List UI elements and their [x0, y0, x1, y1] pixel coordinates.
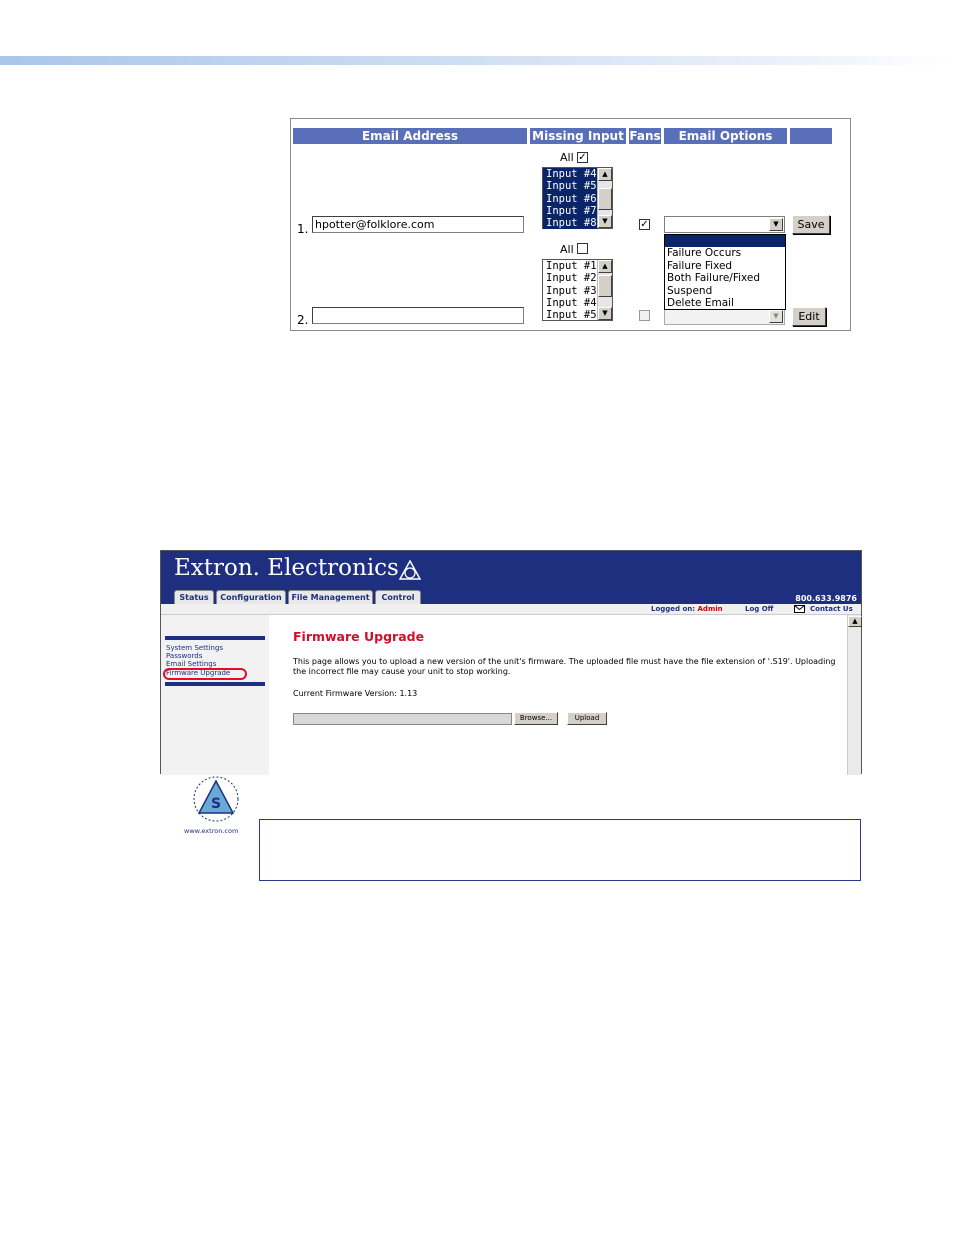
- extron-logo-icon: [398, 559, 422, 583]
- file-path-input[interactable]: [293, 713, 512, 725]
- note-box: [259, 819, 861, 881]
- list-item[interactable]: Input #5: [546, 309, 597, 322]
- main-content: [269, 615, 847, 775]
- list-item[interactable]: Input #3: [546, 284, 597, 297]
- sidebar-divider: [165, 636, 265, 640]
- header-email-options: Email Options: [664, 128, 787, 144]
- list-item[interactable]: Input #4: [546, 296, 597, 309]
- email-field-row1[interactable]: hpotter@folklore.com: [312, 216, 524, 233]
- header-blank: [790, 128, 832, 144]
- list-item[interactable]: Input #6: [543, 193, 598, 205]
- scroll-up-icon[interactable]: ▲: [848, 616, 862, 627]
- list-item[interactable]: Input #1: [546, 260, 597, 272]
- row-number: 2.: [297, 313, 309, 327]
- email-field-row2[interactable]: [312, 307, 524, 324]
- browse-button[interactable]: Browse...: [514, 712, 558, 725]
- upload-button[interactable]: Upload: [567, 712, 607, 725]
- envelope-icon: [794, 605, 805, 613]
- contact-us-link[interactable]: Contact Us: [810, 605, 853, 613]
- sidebar-item-passwords[interactable]: Passwords: [166, 652, 203, 660]
- tab-configuration[interactable]: Configuration: [216, 590, 286, 604]
- dropdown-option[interactable]: Delete Email: [667, 296, 734, 309]
- phone-number: 800.633.9876: [795, 594, 857, 603]
- list-item[interactable]: Input #2: [546, 272, 597, 285]
- list-item[interactable]: Input #5: [543, 180, 598, 192]
- sidebar-item-system-settings[interactable]: System Settings: [166, 644, 224, 652]
- dropdown-option[interactable]: [665, 235, 785, 247]
- log-off-link[interactable]: Log Off: [745, 605, 774, 613]
- extron-logo: Extron. Electronics: [174, 555, 399, 581]
- all-label: All: [560, 151, 574, 164]
- logged-on-user: Admin: [697, 605, 723, 613]
- listbox-scrollbar[interactable]: [597, 168, 612, 228]
- list-item[interactable]: Input #4: [543, 168, 598, 180]
- fans-checkbox-row1[interactable]: ✓: [640, 219, 649, 230]
- save-button[interactable]: Save: [792, 215, 830, 234]
- all-label: All: [560, 243, 574, 256]
- list-item[interactable]: Input #7: [543, 205, 598, 217]
- row-number: 1.: [297, 222, 309, 236]
- scroll-thumb[interactable]: [598, 275, 612, 297]
- dropdown-option[interactable]: Failure Occurs: [667, 247, 742, 260]
- header-fans: Fans: [629, 129, 661, 143]
- email-settings-figure: [290, 118, 851, 331]
- email-options-select-row2[interactable]: [664, 308, 785, 325]
- svg-text:S: S: [210, 796, 222, 812]
- edit-button[interactable]: Edit: [792, 307, 826, 326]
- page-title: Firmware Upgrade: [293, 629, 425, 644]
- scroll-down-icon[interactable]: ▼: [598, 307, 612, 320]
- email-options-select-row1[interactable]: [664, 216, 785, 233]
- sidebar: [161, 615, 269, 835]
- email-options-dropdown[interactable]: [664, 234, 786, 310]
- missing-input-listbox-row1[interactable]: [542, 167, 613, 229]
- tab-file-management[interactable]: File Management: [288, 590, 373, 604]
- firmware-upgrade-highlight: [163, 668, 247, 680]
- firmware-upgrade-screenshot: [160, 550, 862, 835]
- page-description: This page allows you to upload a new version of the unit's firmware. The uploaded file must have the file extension of '.S19'. Uploading the incorrect file may cause your unit to stop working.: [293, 657, 836, 676]
- missing-input-listbox-row2[interactable]: [542, 259, 613, 321]
- page-scrollbar[interactable]: [847, 615, 861, 775]
- logged-on-status: [651, 605, 723, 613]
- scroll-up-icon[interactable]: ▲: [598, 260, 612, 273]
- scroll-up-icon[interactable]: ▲: [598, 168, 612, 181]
- dropdown-option[interactable]: Failure Fixed: [667, 259, 733, 272]
- sidebar-item-firmware-upgrade[interactable]: Firmware Upgrade: [166, 669, 231, 677]
- sidebar-item-email-settings[interactable]: Email Settings: [166, 660, 217, 668]
- extron-url-link[interactable]: www.extron.com: [184, 827, 239, 835]
- page-header-band: [0, 56, 954, 65]
- scroll-down-icon[interactable]: ▼: [598, 215, 612, 228]
- fans-checkbox-row2[interactable]: [639, 310, 650, 321]
- status-bar: [161, 604, 861, 615]
- dropdown-option[interactable]: Both Failure/Fixed: [667, 272, 761, 285]
- header-missing-input: Missing Input: [530, 128, 626, 144]
- chevron-down-icon[interactable]: ▼: [769, 310, 783, 323]
- header-email-address: Email Address: [293, 128, 527, 144]
- list-item[interactable]: Input #8: [543, 217, 598, 229]
- service-support-badge-icon: [189, 775, 243, 823]
- firmware-version-label: Current Firmware Version: 1.13: [293, 689, 418, 698]
- all-checkbox-row1[interactable]: ✓: [578, 152, 587, 163]
- chevron-down-icon[interactable]: ▼: [769, 218, 783, 231]
- scroll-thumb[interactable]: [598, 188, 612, 210]
- extron-banner: [161, 551, 861, 604]
- tab-control[interactable]: Control: [375, 590, 421, 604]
- logged-on-label: Logged on:: [651, 605, 696, 613]
- dropdown-option[interactable]: Suspend: [667, 284, 713, 297]
- tab-status[interactable]: Status: [174, 590, 214, 604]
- all-checkbox-row2[interactable]: [577, 243, 588, 254]
- listbox-scrollbar[interactable]: [597, 260, 612, 320]
- sidebar-divider: [165, 682, 265, 686]
